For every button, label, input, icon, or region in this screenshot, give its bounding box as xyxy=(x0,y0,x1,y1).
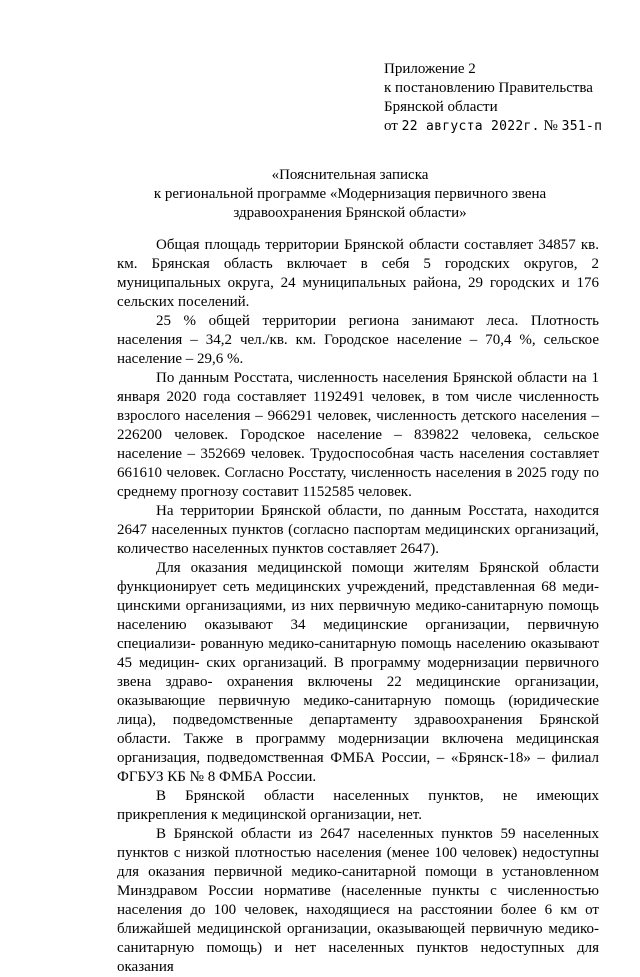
paragraph-population: По данным Росстата, численность населения Брянской области на 1 января 2020 года составляет 1192491 человек, в том числе численность взрослого населения – 966291 человек, численность детского населения – 226200 человек. Городское население – 839822 человека, сельское население – 352669 человек. Трудоспособная часть населения составляет 661610 человек. Согласно Росстату, численность населения в 2025 году по среднему прогнозу составит 1152585 человек. xyxy=(117,370,599,500)
document-number: 351-п xyxy=(561,119,603,134)
document-title xyxy=(100,166,600,223)
title-line-2: к региональной программе «Модернизация первичного звена xyxy=(153,186,547,202)
date-prefix: от xyxy=(384,118,398,134)
paragraph-medical-network: Для оказания медицинской помощи жителям Брянской области функционирует сеть медицинских учреждений, представленная 68 меди- цинскими организациями, из них первичную медико-санитарную помощь населению оказывают 34 медицинские организации, первичную специализи- рованную медико-санитарную помощь населению оказывают 45 медицин- ских организаций. В программу модернизации первичного звена здраво- охранения включены 22 медицинские организации, оказывающие первичную медико-санитарную помощь (юридические лица), подведомственные департаменту здравоохранения Брянской области. Также в программу модернизации включена медицинская организация, подведомственная ФМБА России, – «Брянск-18» – филиал ФГБУЗ КБ № 8 ФМБА России. xyxy=(117,560,599,785)
appendix-date-line xyxy=(384,117,602,136)
appendix-resolution-line: к постановлению Правительства xyxy=(384,80,593,96)
appendix-label: Приложение 2 xyxy=(384,61,476,77)
appendix-header xyxy=(384,60,602,136)
paragraph-inaccessible-settlements: В Брянской области из 2647 населенных пунктов 59 населенных пунктов с низкой плотностью населения (менее 100 человек) недоступны для оказания первичной медико-санитарной помощи в установленном Минздравом России нормативе (населенные пункты с численностью населения до 100 человек, находящиеся на расстоянии более 6 км от ближайшей медицинской организации, оказывающей первичную медико- санитарную помощь) и нет населенных пунктов недоступных для оказания xyxy=(117,826,599,975)
title-line-1: «Пояснительная записка xyxy=(271,167,429,183)
paragraph-area: Общая площадь территории Брянской области составляет 34857 кв. км. Брянская область включает в себя 5 городских округов, 2 муниципальных округа, 24 муниципальных района, 29 городских и 176 сельских поселений. xyxy=(117,237,599,310)
paragraph-settlements: На территории Брянской области, по данным Росстата, находится 2647 населенных пунктов (согласно паспортам медицинских организаций, количество населенных пунктов составляет 2647). xyxy=(117,503,599,557)
paragraph-forests-density: 25 % общей территории региона занимают леса. Плотность населения – 34,2 чел./кв. км. Городское население – 70,4 %, сельское население – 29,6 %. xyxy=(117,313,599,367)
title-line-3: здравоохранения Брянской области» xyxy=(233,205,467,221)
paragraph-attachment: В Брянской области населенных пунктов, не имеющих прикрепления к медицинской организации, нет. xyxy=(117,788,599,823)
appendix-region-line: Брянской области xyxy=(384,99,498,115)
document-body xyxy=(117,236,599,977)
date-value: 22 августа 2022г. xyxy=(401,119,540,134)
number-sign: № xyxy=(543,118,558,134)
